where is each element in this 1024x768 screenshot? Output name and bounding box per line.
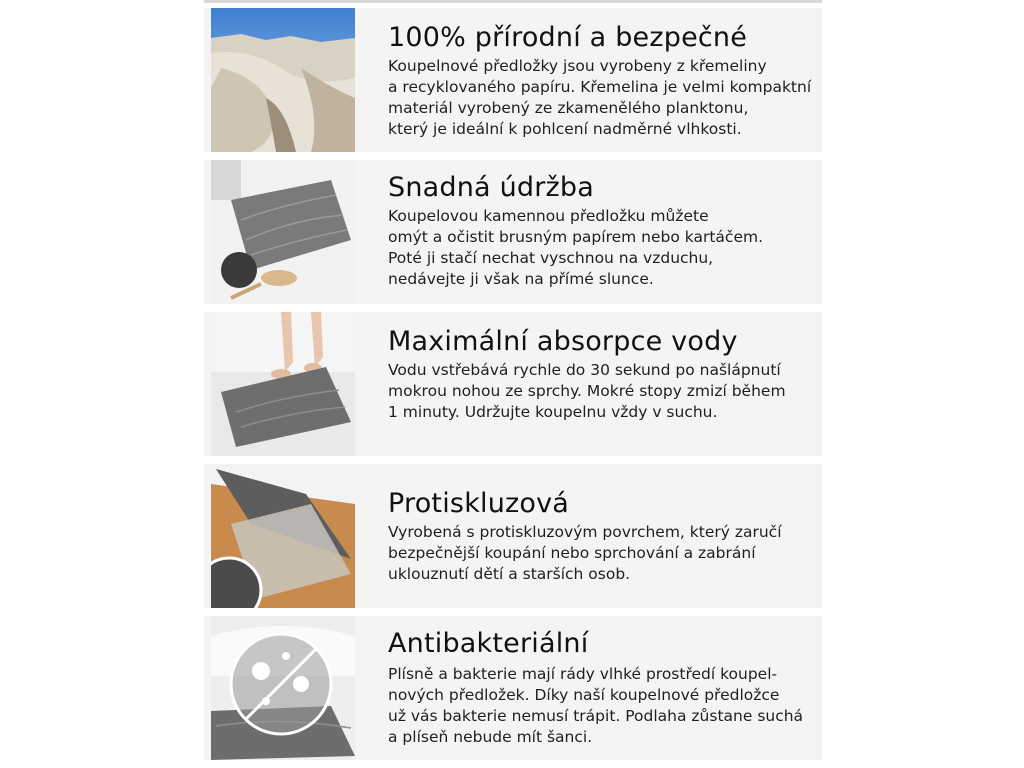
description-line: a plíseň nebude mít šanci.	[388, 728, 593, 746]
feature-row-antibacterial	[204, 616, 822, 760]
description-line: materiál vyrobený ze zkamenělého planktonu,	[388, 99, 749, 117]
feature-title: Snadná údržba	[388, 172, 594, 203]
description-line: a recyklovaného papíru. Křemelina je velmi kompaktní	[388, 78, 812, 96]
description-line: Poté ji stačí nechat vyschnou na vzduchu,	[388, 249, 714, 267]
description-line: Koupelnové předložky jsou vyrobeny z křemeliny	[388, 57, 767, 75]
feature-description	[388, 56, 818, 140]
antibacterial-bath-photo	[211, 616, 355, 760]
feature-title: 100% přírodní a bezpečné	[388, 22, 748, 53]
feature-description	[388, 664, 818, 748]
feature-description	[388, 206, 818, 290]
description-line: Vodu vstřebává rychle do 30 sekund po našlápnutí	[388, 361, 781, 379]
description-line: nových předložek. Díky naší koupelnové předložce	[388, 686, 780, 704]
description-line: omýt a očistit brusným papírem nebo kartáčem.	[388, 228, 764, 246]
feature-list	[204, 0, 822, 768]
description-line: bezpečnější koupání nebo sprchování a zabrání	[388, 544, 756, 562]
feature-description	[388, 360, 818, 423]
description-line: mokrou nohou ze sprchy. Mokré stopy zmizí během	[388, 382, 786, 400]
description-line: Plísně a bakterie mají rády vlhké prostředí koupel-	[388, 665, 778, 683]
feature-row-absorption	[204, 312, 822, 456]
feature-row-antislip	[204, 464, 822, 608]
description-line: nedávejte ji však na přímé slunce.	[388, 270, 654, 288]
mat-cleaning-photo	[211, 160, 355, 304]
desert-rock-photo	[211, 8, 355, 152]
description-line: Vyrobená s protiskluzovým povrchem, který zaručí	[388, 523, 782, 541]
description-line: už vás bakterie nemusí trápit. Podlaha zůstane suchá	[388, 707, 804, 725]
feature-title: Maximální absorpce vody	[388, 326, 738, 357]
description-line: uklouznutí dětí a starších osob.	[388, 565, 631, 583]
description-line: který je ideální k pohlcení nadměrné vlhkosti.	[388, 120, 742, 138]
feature-row-natural	[204, 8, 822, 152]
feature-title: Protiskluzová	[388, 488, 570, 519]
top-divider	[204, 0, 822, 3]
antislip-underside-photo	[211, 464, 355, 608]
feature-row-maintenance	[204, 160, 822, 304]
feet-on-mat-photo	[211, 312, 355, 456]
description-line: Koupelovou kamennou předložku můžete	[388, 207, 709, 225]
description-line: 1 minuty. Udržujte koupelnu vždy v suchu.	[388, 403, 718, 421]
feature-title: Antibakteriální	[388, 628, 589, 659]
feature-description	[388, 522, 818, 585]
